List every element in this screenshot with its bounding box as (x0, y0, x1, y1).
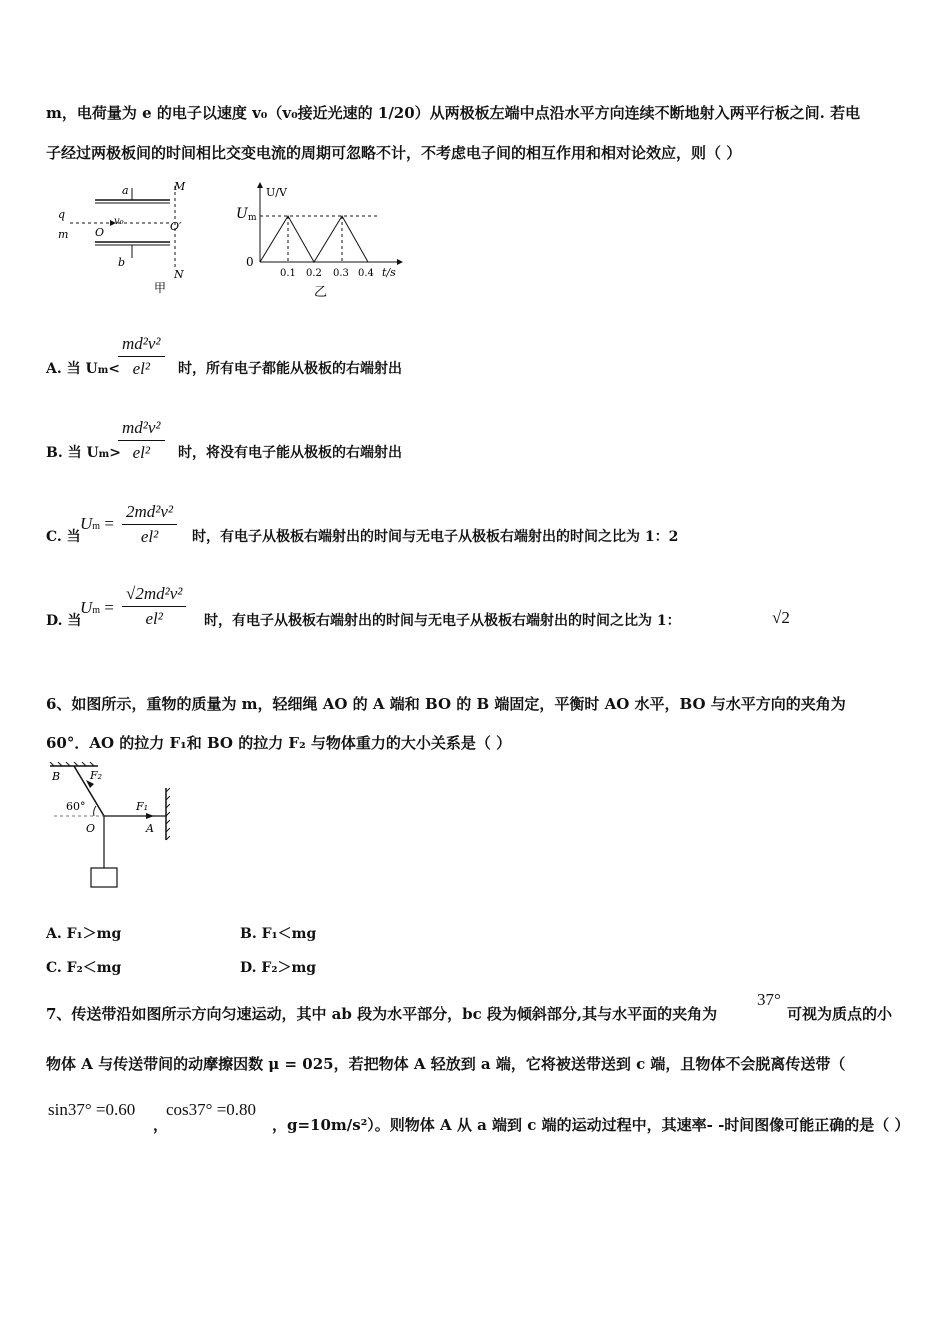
label-O-point: O (86, 822, 96, 835)
tick-0-3: 0.3 (333, 268, 349, 279)
figure-parallel-plates (50, 178, 200, 298)
q7-cos: cos37° =0.80 (166, 1100, 257, 1119)
x-axis-label: t/s (382, 266, 396, 279)
q6-option-a[interactable]: A. F₁＞mg (46, 926, 122, 942)
label-m: m (58, 228, 69, 241)
q5-option-d-um: Um = (80, 598, 114, 617)
q7-sin: sin37° =0.60 (48, 1100, 136, 1119)
y-axis-label: U/V (266, 186, 287, 199)
label-N: N (174, 268, 184, 281)
label-a: a (122, 184, 129, 197)
q6-option-b[interactable]: B. F₁＜mg (240, 926, 317, 942)
caption-jia: 甲 (154, 281, 167, 295)
q7-comma: ， (153, 1116, 169, 1134)
caption-yi: 乙 (314, 285, 328, 300)
figure-voltage-graph (232, 180, 412, 300)
q6-line-1: 6、如图所示，重物的质量为 m，轻细绳 AO 的 A 端和 BO 的 B 端固定，平衡时 AO 水平，BO 与水平方向的夹角为 (46, 695, 846, 713)
label-v0: v₀ (114, 216, 124, 227)
label-A: A (146, 822, 154, 835)
q7-line-2: 物体 A 与传送带间的动摩擦因数 μ = 025，若把物体 A 轻放到 a 端，它将被送带送到 c 端，且物体不会脱离传送带（ (46, 1055, 846, 1073)
q5-option-b-prefix[interactable]: B. 当 Um> (46, 445, 121, 461)
label-b: b (118, 256, 126, 269)
origin-label: 0 (246, 255, 254, 269)
q5-line-1: m，电荷量为 e 的电子以速度 v₀（v₀接近光速的 1/20）从两极板左端中点沿水平方向连续不断地射入两平行板之间. 若电 (46, 104, 861, 122)
label-F2: F₂ (90, 769, 103, 782)
q5-option-a-fraction: md²v² el² (118, 334, 165, 379)
label-O-prime: O′ (170, 220, 182, 233)
q5-line-2: 子经过两极板间的时间相比交变电流的周期可忽略不计，不考虑电子间的相互作用和相对论效应，则（ ） (46, 144, 742, 162)
um-label: U (236, 206, 248, 222)
label-O: O (95, 226, 105, 239)
q5-option-c-um: Um = (80, 514, 114, 533)
q5-option-d-prefix[interactable]: D. 当 (46, 613, 82, 629)
q6-line-2: 60°．AO 的拉力 F₁和 BO 的拉力 F₂ 与物体重力的大小关系是（ ） (46, 734, 512, 752)
q5-option-c-fraction: 2md²v² el² (122, 502, 177, 547)
q5-option-d-text: 时，有电子从极板右端射出的时间与无电子从极板右端射出的时间之比为 1： (204, 613, 681, 629)
q5-option-d-fraction: √2md²v² el² (122, 584, 186, 629)
q6-option-d[interactable]: D. F₂＞mg (240, 960, 317, 976)
tick-0-4: 0.4 (358, 268, 374, 279)
um-sub-label: m (248, 213, 257, 223)
label-q: q (58, 208, 66, 221)
tick-0-2: 0.2 (306, 268, 322, 279)
q5-option-d-sqrt2: √2 (772, 608, 790, 627)
q7-line-1a: 7、传送带沿如图所示方向匀速运动，其中 ab 段为水平部分，bc 段为倾斜部分,其与水平面的夹角为 (46, 1005, 718, 1023)
label-60-deg: 60° (66, 800, 86, 813)
q5-option-b-fraction: md²v² el² (118, 418, 165, 463)
q7-line-3: ，g=10m/s²）。则物体 A 从 a 端到 c 端的运动过程中，其速率- -时间图像可能正确的是（ ） (272, 1116, 910, 1134)
q7-angle: 37° (757, 990, 781, 1009)
q5-option-c-prefix[interactable]: C. 当 (46, 529, 81, 545)
q5-option-a-prefix[interactable]: A. 当 Um< (46, 361, 121, 377)
q5-option-b-text: 时，将没有电子能从极板的右端射出 (178, 445, 402, 461)
figure-rope-weight (46, 762, 186, 892)
label-B: B (52, 770, 61, 783)
tick-0-1: 0.1 (280, 268, 296, 279)
label-F1: F₁ (136, 800, 149, 813)
q5-option-c-text: 时，有电子从极板右端射出的时间与无电子从极板右端射出的时间之比为 1：2 (192, 529, 679, 545)
label-M: M (174, 180, 186, 193)
q7-line-1b: 可视为质点的小 (787, 1005, 893, 1023)
q6-option-c[interactable]: C. F₂＜mg (46, 960, 122, 976)
q5-option-a-text: 时，所有电子都能从极板的右端射出 (178, 361, 402, 377)
